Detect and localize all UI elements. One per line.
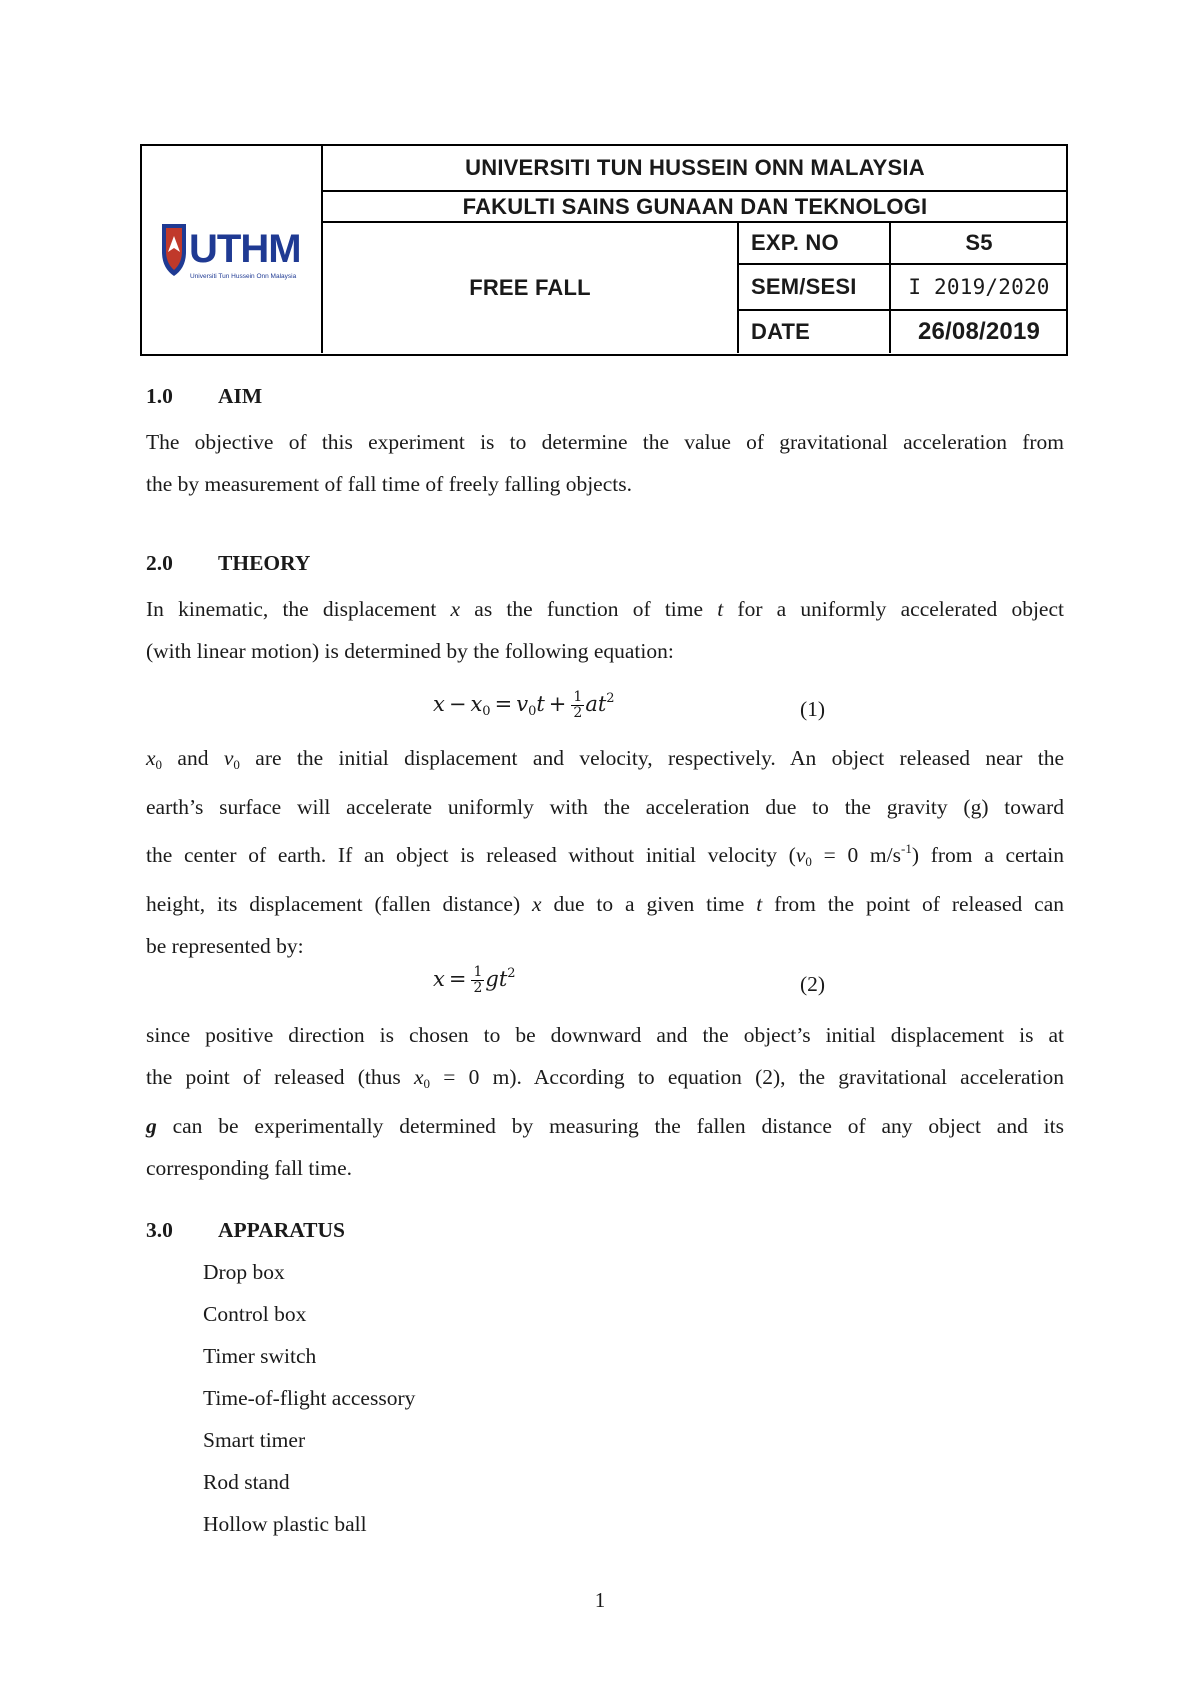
theory-paragraph-2	[146, 737, 1064, 967]
header-table	[140, 144, 1068, 356]
text-line: earth’s surface will accelerate uniformly with the acceleration due to the gravity (g) toward	[146, 795, 1064, 819]
text-line: g can be experimentally determined by measuring the fallen distance of any object and its	[146, 1114, 1064, 1138]
aim-title: AIM	[218, 384, 263, 408]
apparatus-item: Rod stand	[203, 1470, 290, 1494]
page-number: 1	[594, 1588, 606, 1612]
apparatus-item: Drop box	[203, 1260, 285, 1284]
aim-line: The objective of this experiment is to determine the value of gravitational acceleration from	[146, 430, 1064, 454]
uthm-logo	[158, 218, 308, 288]
text-line: height, its displacement (fallen distance) x due to a given time t from the point of released can	[146, 892, 1064, 916]
apparatus-item: Time-of-flight accessory	[203, 1386, 416, 1410]
apparatus-item: Hollow plastic ball	[203, 1512, 367, 1536]
svg-text:UTHM: UTHM	[189, 227, 301, 271]
text-line: corresponding fall time.	[146, 1156, 352, 1180]
exp-no-label: EXP. NO	[751, 230, 839, 255]
sem-value: I 2019/2020	[908, 275, 1050, 299]
experiment-title: FREE FALL	[469, 275, 591, 300]
theory-title: THEORY	[218, 551, 311, 575]
apparatus-item: Timer switch	[203, 1344, 317, 1368]
text-line: be represented by:	[146, 934, 304, 958]
equation-2: x = $\frac{1}{2}$ $gt^2$	[433, 964, 516, 996]
exp-no-value: S5	[965, 230, 993, 255]
svg-text:Universiti Tun Hussein Onn Mal: Universiti Tun Hussein Onn Malaysia	[190, 273, 297, 280]
equation-1-number: (1)	[800, 697, 826, 721]
text-line: the center of earth. If an object is released without initial velocity ($v_0 = 0$ $m/s^{-1}$) from a certain	[146, 841, 1064, 869]
aim-number: 1.0	[146, 384, 173, 408]
theory-paragraph-1	[146, 588, 1064, 672]
text-line: $x_0$ and $v_0$ are the initial displacement and velocity, respectively. An object released near the	[146, 746, 1065, 772]
text-line: (with linear motion) is determined by the following equation:	[146, 639, 674, 663]
text-line: since positive direction is chosen to be downward and the object’s initial displacement is at	[146, 1023, 1064, 1047]
university-name: UNIVERSITI TUN HUSSEIN ONN MALAYSIA	[465, 155, 925, 180]
apparatus-item: Control box	[203, 1302, 307, 1326]
apparatus-title: APPARATUS	[218, 1218, 346, 1242]
apparatus-number: 3.0	[146, 1218, 173, 1242]
equation-2-number: (2)	[800, 972, 826, 996]
sem-label: SEM/SESI	[751, 274, 857, 299]
aim-paragraph	[146, 421, 1064, 505]
equation-1: $x - x_0 = v_0t$ + $\frac{1}{2}$ $at^2$	[433, 689, 615, 721]
date-value: 26/08/2019	[917, 318, 1041, 345]
text-line: the point of released (thus $x_0 = 0$ m). According to equation (2), the gravitational acceleration	[146, 1065, 1064, 1091]
date-label: DATE	[751, 319, 811, 344]
text-line: In kinematic, the displacement x as the function of time t for a uniformly accelerated object	[146, 597, 1064, 621]
apparatus-item: Smart timer	[203, 1428, 306, 1452]
theory-number: 2.0	[146, 551, 173, 575]
faculty-name: FAKULTI SAINS GUNAAN DAN TEKNOLOGI	[462, 193, 928, 219]
theory-paragraph-3	[146, 1014, 1064, 1189]
aim-line: the by measurement of fall time of freely falling objects.	[146, 472, 632, 496]
